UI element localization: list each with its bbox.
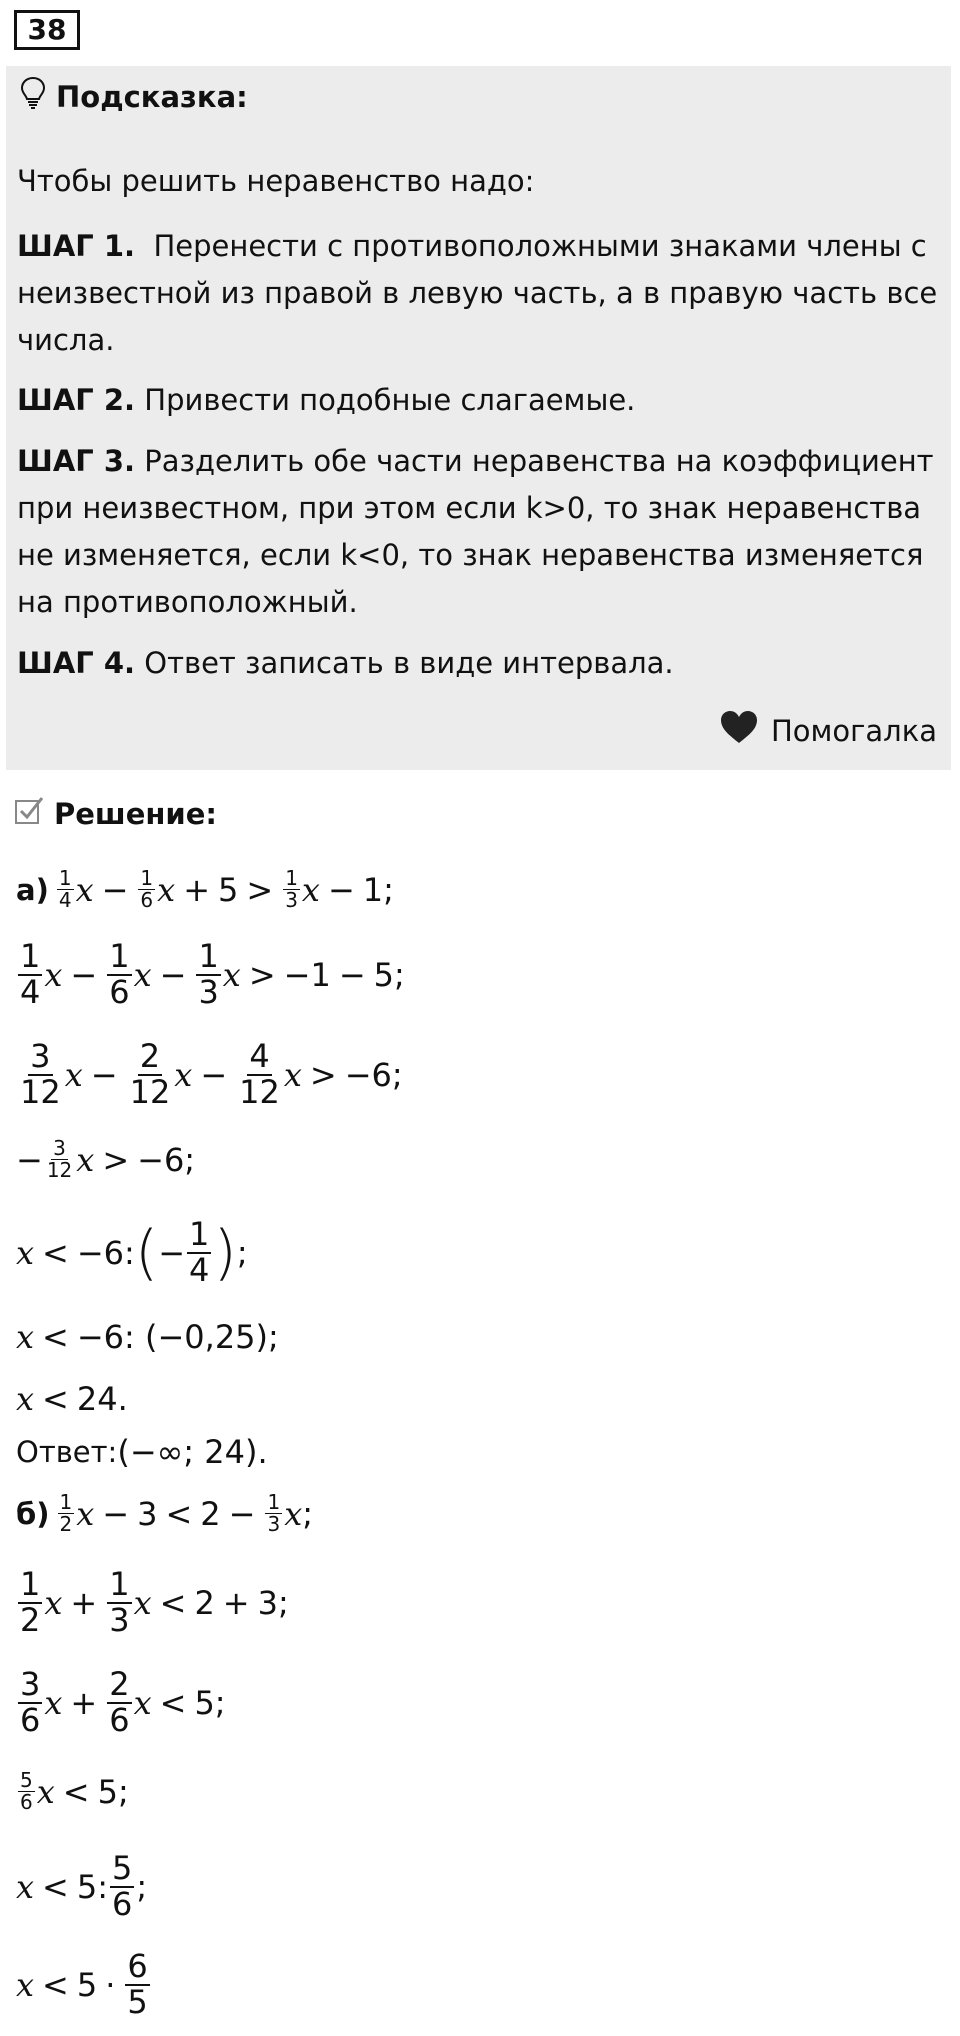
eq-a-6: x < −6: (−0,25);	[16, 1318, 279, 1356]
eq-a-5: x < −6: ( − $\frac{1}{4}$ ) ;	[16, 1215, 248, 1289]
credit	[719, 709, 937, 752]
eq-b-4: $\frac{5}{6}$ x < 5;	[20, 1768, 129, 1814]
hint-panel	[6, 66, 951, 770]
checkbox-icon	[14, 795, 44, 832]
eq-b-2: $\frac{1}{2}$ x + $\frac{1}{3}$ x < 2 + 3;	[20, 1565, 289, 1639]
eq-a-1: а) $\frac{1}{4}$ x − $\frac{1}{6}$ x + 5 > $\frac{1}{3}$ x − 1;	[16, 866, 394, 912]
eq-a-3: $\frac{3}{12}$ x − $\frac{2}{12}$ x − $\frac{4}{12}$ x > −6;	[20, 1037, 403, 1111]
eq-b-6: x < 5 · $\frac{6}{5}$	[16, 1947, 148, 2021]
heart-icon	[719, 709, 759, 752]
hint-step-2: ШАГ 2. Привести подобные слагаемые.	[17, 383, 636, 417]
hint-step-1: ШАГ 1. Перенести с противоположными знаками члены с неизвестной из правой в левую часть, а в правую часть все числа.	[17, 229, 938, 357]
solution-title: Решение:	[54, 796, 218, 831]
hint-step-3: ШАГ 3. Разделить обе части неравенства на коэффициент при неизвестном, при этом если k>0, то знак неравенства не изменяется, если k<0, то знак неравенства изменяется на противоположный.	[17, 444, 934, 619]
eq-a-7: x < 24.	[16, 1380, 128, 1418]
eq-b-5: x < 5: $\frac{5}{6}$ ;	[16, 1849, 148, 1923]
hint-header	[20, 76, 248, 117]
lightbulb-icon	[20, 76, 46, 117]
answer-a: Ответ: (−∞; 24).	[16, 1433, 268, 1471]
eq-b-1: б) $\frac{1}{2}$ x − 3 < 2 − $\frac{1}{3}$ x ;	[16, 1490, 314, 1536]
solution-header	[14, 795, 217, 832]
task-number: 38	[14, 10, 80, 50]
eq-a-2: $\frac{1}{4}$ x − $\frac{1}{6}$ x − $\frac{1}{3}$ x > −1 − 5;	[20, 937, 405, 1011]
hint-intro: Чтобы решить неравенство надо:	[17, 164, 535, 198]
credit-label: Помогалка	[771, 713, 937, 748]
hint-title: Подсказка:	[56, 79, 248, 114]
hint-step-4: ШАГ 4. Ответ записать в виде интервала.	[17, 646, 674, 680]
eq-b-3: $\frac{3}{6}$ x + $\frac{2}{6}$ x < 5;	[20, 1665, 226, 1739]
eq-a-4: − $\frac{3}{12}$ x > −6;	[16, 1136, 196, 1182]
